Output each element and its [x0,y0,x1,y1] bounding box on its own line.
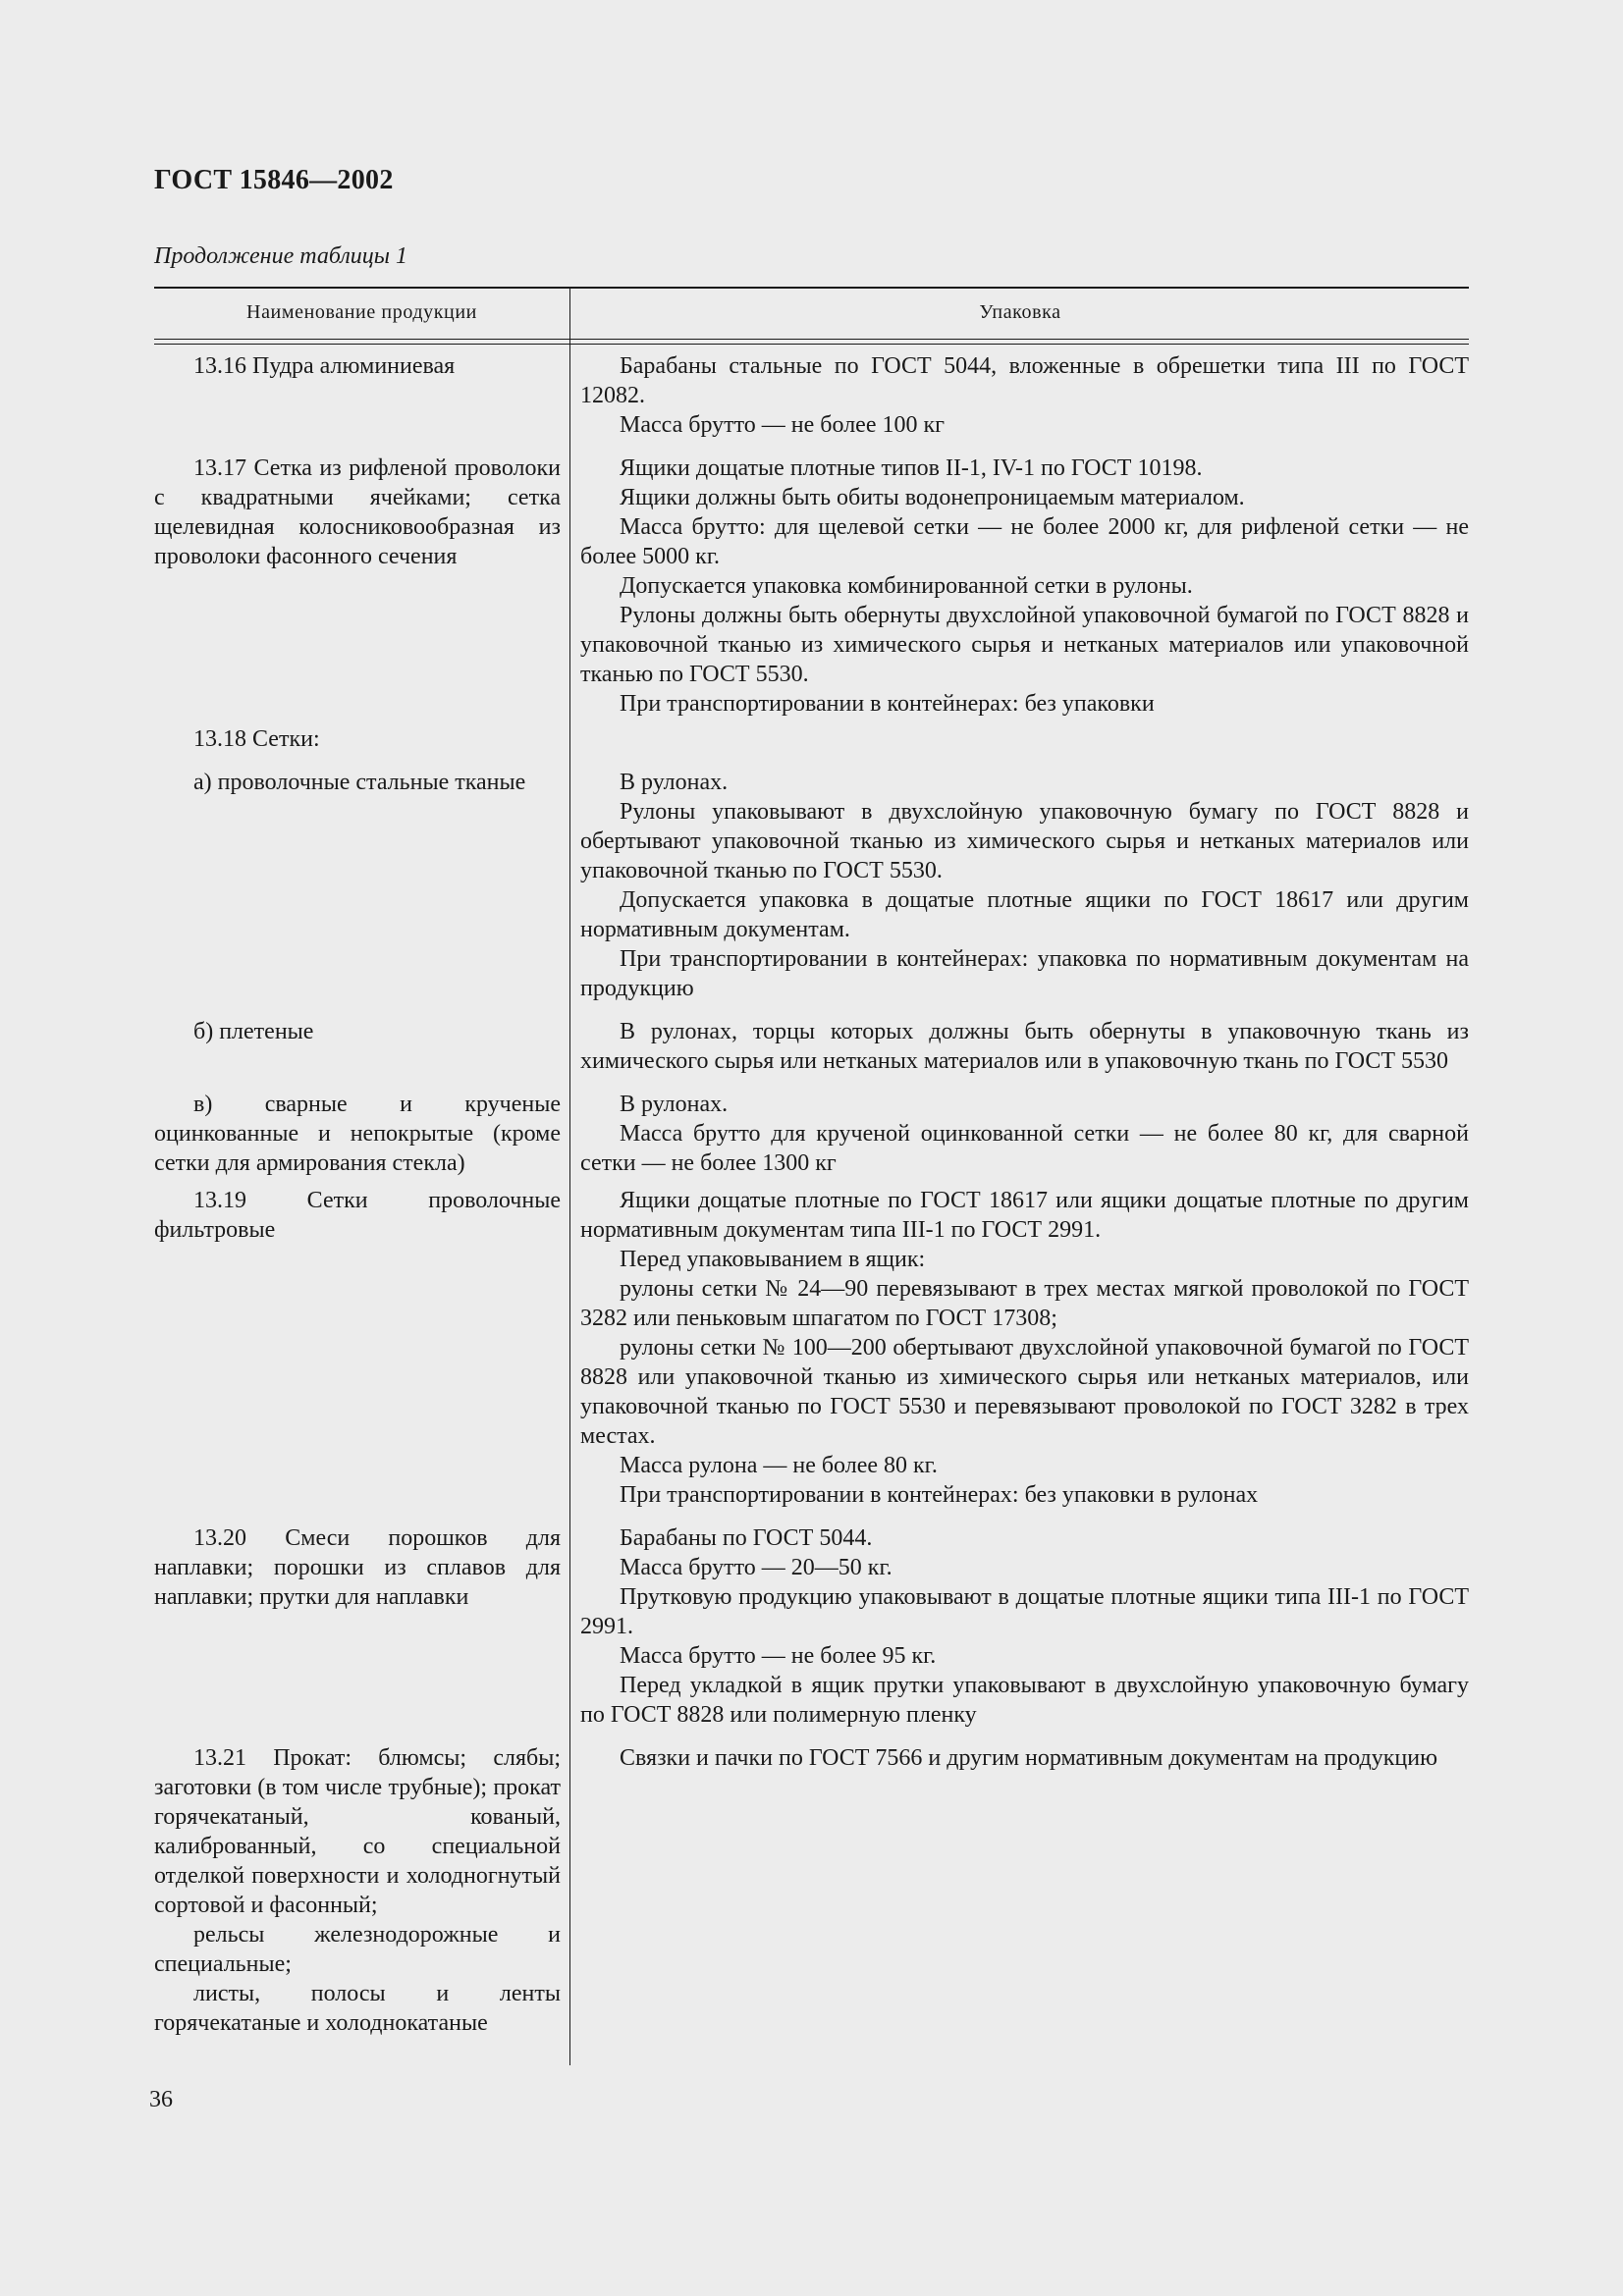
document-id: ГОСТ 15846—2002 [154,165,394,195]
header-bottom-rule-double [154,344,1469,345]
table-row [154,1090,1469,1178]
packaging-text: При транспортировании в контейнерах: упаковка по нормативным документам на продукцию [580,946,1469,1001]
packaging-text: В рулонах. [620,770,729,795]
product-name-text: листы, полосы и ленты горячекатаные и холоднокатаные [154,1981,561,2036]
packaging-text: Ящики дощатые плотные по ГОСТ 18617 или ящики дощатые плотные по другим нормативным документам типа III-1 по ГОСТ 2991. [580,1188,1469,1243]
packaging-text: Масса брутто: для щелевой сетки — не более 2000 кг, для рифленой сетки — не более 5000 кг. [580,514,1469,569]
product-name-cell [154,351,569,381]
table-row [154,1186,1469,1510]
product-name-text: рельсы железнодорожные и специальные; [154,1922,561,1977]
packaging-text: Ящики дощатые плотные типов II-1, IV-1 по ГОСТ 10198. [620,455,1203,481]
packaging-text: Прутковую продукцию упаковывают в дощатые плотные ящики типа III-1 по ГОСТ 2991. [580,1584,1469,1639]
packaging-text: Допускается упаковка в дощатые плотные ящики по ГОСТ 18617 или другим нормативным документам. [580,887,1469,942]
packaging-text: Перед укладкой в ящик прутки упаковывают в двухслойную упаковочную бумагу по ГОСТ 8828 или полимерную пленку [580,1673,1469,1728]
packaging-text: Рулоны должны быть обернуты двухслойной упаковочной бумагой по ГОСТ 8828 и упаковочной тканью из химического сырья и нетканых материалов или упаковочной тканью по ГОСТ 5530. [580,603,1469,687]
table-row [154,1017,1469,1076]
packaging-cell [569,1523,1469,1730]
packaging-text: Барабаны стальные по ГОСТ 5044, вложенные в обрешетки типа III по ГОСТ 12082. [580,353,1469,408]
packaging-cell [569,768,1469,1003]
product-name-cell [154,1523,569,1612]
product-name-text: 13.19 Сетки проволочные фильтровые [154,1188,561,1243]
packaging-cell [569,1090,1469,1178]
packaging-table [154,287,1469,2065]
packaging-text: Ящики должны быть обиты водонепроницаемым материалом. [620,485,1245,510]
product-name-text: 13.20 Смеси порошков для наплавки; порошки из сплавов для наплавки; прутки для наплавки [154,1525,561,1610]
packaging-text: В рулонах. [620,1092,729,1117]
packaging-text: Рулоны упаковывают в двухслойную упаковочную бумагу по ГОСТ 8828 и обертывают упаковочной тканью из химического сырья и нетканых материалов или упаковочной тканью по ГОСТ 5530. [580,799,1469,883]
product-name-text: 13.21 Прокат: блюмсы; слябы; заготовки (в том числе трубные); прокат горячекатаный, кованый, калиброванный, со специальной отделкой поверхности и холодногнутый сортовой и фасонный; [154,1745,561,1918]
table-top-rule [154,287,1469,289]
table-row [154,351,1469,440]
product-name-text: а) проволочные стальные тканые [193,770,526,795]
packaging-text: рулоны сетки № 100—200 обертывают двухслойной упаковочной бумагой по ГОСТ 8828 или упаковочной тканью из химического сырья или нетканых материалов, или упаковочной тканью по ГОСТ 5530 и перевязывают проволокой по ГОСТ 3282 в трех местах. [580,1335,1469,1449]
column-header-product: Наименование продукции [246,301,477,323]
product-name-text: в) сварные и крученые оцинкованные и непокрытые (кроме сетки для армирования стекла) [154,1092,561,1176]
column-header-packaging: Упаковка [979,301,1061,323]
product-name-text: 13.16 Пудра алюминиевая [193,353,456,379]
table-continuation-caption: Продолжение таблицы 1 [154,243,408,269]
packaging-text: При транспортировании в контейнерах: без упаковки [620,691,1155,717]
product-name-cell [154,768,569,797]
packaging-text: Масса брутто — 20—50 кг. [620,1555,893,1580]
product-name-text: 13.17 Сетка из рифленой проволоки с квадратными ячейками; сетка щелевидная колосниковообразная из проволоки фасонного сечения [154,455,561,569]
table-row [154,724,1469,754]
packaging-text: Масса брутто для крученой оцинкованной сетки — не более 80 кг, для сварной сетки — не более 1300 кг [580,1121,1469,1176]
table-row [154,1523,1469,1730]
packaging-text: Масса брутто — не более 100 кг [620,412,945,438]
product-name-cell [154,1090,569,1178]
packaging-text: Масса рулона — не более 80 кг. [620,1453,938,1478]
packaging-text: Связки и пачки по ГОСТ 7566 и другим нормативным документам на продукцию [620,1745,1438,1771]
packaging-text: Масса брутто — не более 95 кг. [620,1643,937,1669]
packaging-cell [569,1186,1469,1510]
product-name-cell [154,724,569,754]
packaging-cell [569,454,1469,719]
product-name-cell [154,1743,569,2038]
product-name-cell [154,454,569,571]
product-name-cell [154,1186,569,1245]
table-row [154,1743,1469,2038]
header-bottom-rule [154,339,1469,340]
table-row [154,454,1469,719]
product-name-text: 13.18 Сетки: [193,726,320,752]
packaging-text: Перед упаковыванием в ящик: [620,1247,926,1272]
page-number: 36 [149,2087,173,2112]
product-name-cell [154,1017,569,1046]
packaging-text: Допускается упаковка комбинированной сетки в рулоны. [620,573,1193,599]
table-row [154,768,1469,1003]
packaging-text: рулоны сетки № 24—90 перевязывают в трех местах мягкой проволокой по ГОСТ 3282 или пеньковым шпагатом по ГОСТ 17308; [580,1276,1469,1331]
packaging-text: При транспортировании в контейнерах: без упаковки в рулонах [620,1482,1259,1508]
packaging-cell [569,1743,1469,1773]
packaging-cell [569,1017,1469,1076]
table-body [154,351,1469,2038]
product-name-text: б) плетеные [193,1019,314,1044]
packaging-text: В рулонах, торцы которых должны быть обернуты в упаковочную ткань из химического сырья или нетканых материалов или в упаковочную ткань по ГОСТ 5530 [580,1019,1469,1074]
packaging-text: Барабаны по ГОСТ 5044. [620,1525,873,1551]
packaging-cell [569,351,1469,440]
